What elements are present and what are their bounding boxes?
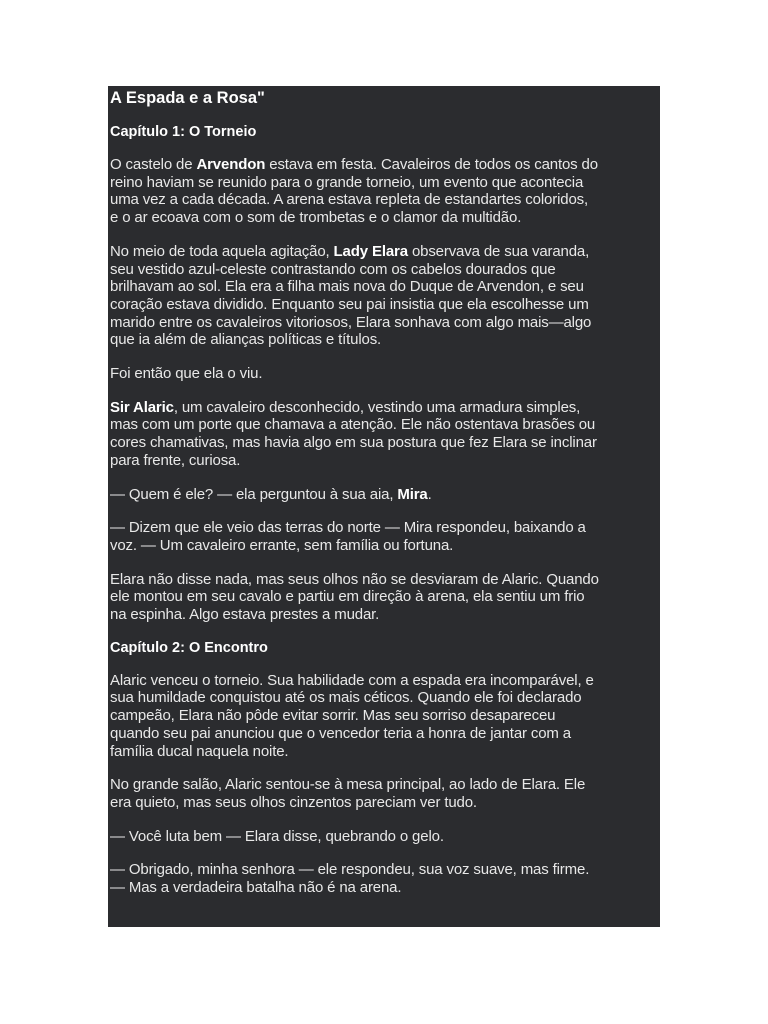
paragraph: Foi então que ela o viu. [110, 365, 263, 383]
document-page [108, 86, 660, 927]
paragraph: No grande salão, Alaric sentou-se à mesa principal, ao lado de Elara. Ele era quieto, mas seus olhos cinzentos pareciam ver tudo. [110, 776, 586, 811]
paragraph: Alaric venceu o torneio. Sua habilidade com a espada era incomparável, e sua humildade conquistou até os mais céticos. Quando ele foi declarado campeão, Elara não pôde evitar sorrir. Mas seu sorriso desapareceu quando seu pai anunciou que o vencedor teria a honra de jantar com a família ducal naquela noite. [110, 671, 594, 760]
chapter-2-heading: Capítulo 2: O Encontro [110, 639, 268, 656]
paragraph: No meio de toda aquela agitação, Lady Elara observava de sua varanda, seu vestido azul-celeste contrastando com os cabelos dourados que brilhavam ao sol. Ela era a filha mais nova do Duque de Arvendon, e seu coração estava dividido. Enquanto seu pai insistia que ela escolhesse um marido entre os cavaleiros vitoriosos, Elara sonhava com algo mais—algo que ia além de alianças políticas e títulos. [110, 242, 592, 349]
paragraph: — Você luta bem — Elara disse, quebrando o gelo. [110, 827, 444, 845]
chapter-1-heading: Capítulo 1: O Torneio [110, 124, 257, 140]
paragraph: — Quem é ele? — ela perguntou à sua aia, Mira. [110, 485, 432, 503]
paragraph: O castelo de Arvendon estava em festa. Cavaleiros de todos os cantos do reino haviam se reunido para o grande torneio, um evento que acontecia uma vez a cada década. A arena estava repleta de estandartes coloridos, e o ar ecoava com o som de trombetas e o clamor da multidão. [110, 156, 598, 227]
paragraph: — Dizem que ele veio das terras do norte — Mira respondeu, baixando a voz. — Um cavaleiro errante, sem família ou fortuna. [110, 519, 586, 554]
paragraph: Sir Alaric, um cavaleiro desconhecido, vestindo uma armadura simples, mas com um porte que chamava a atenção. Ele não ostentava brasões ou cores chamativas, mas havia algo em sua postura que fez Elara se inclinar para frente, curiosa. [110, 398, 597, 469]
story-title: A Espada e a Rosa" [110, 89, 265, 107]
paragraph: Elara não disse nada, mas seus olhos não se desviaram de Alaric. Quando ele montou em seu cavalo e partiu em direção à arena, ela sentiu um frio na espinha. Algo estava prestes a mudar. [110, 570, 599, 624]
paragraph: — Obrigado, minha senhora — ele respondeu, sua voz suave, mas firme. — Mas a verdadeira batalha não é na arena. [110, 861, 590, 897]
